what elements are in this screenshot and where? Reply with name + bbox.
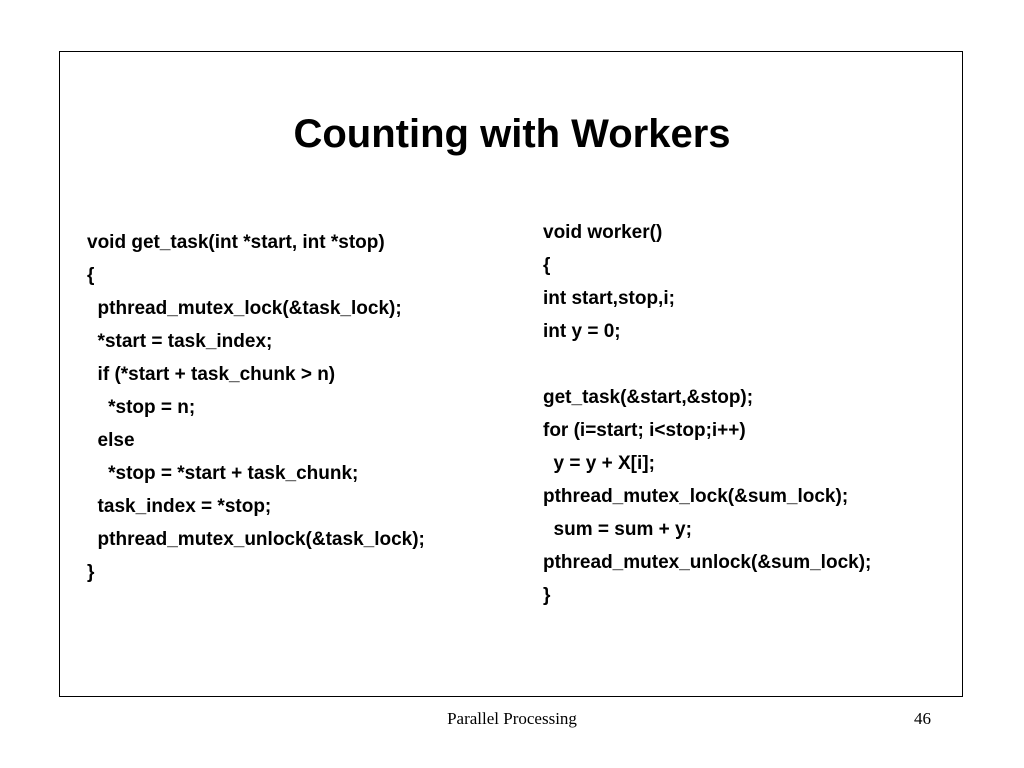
code-line: {	[543, 255, 551, 276]
footer-course-title: Parallel Processing	[447, 709, 577, 728]
get-task-code-block	[87, 226, 425, 589]
code-line: y = y + X[i];	[543, 453, 655, 474]
code-line: void worker()	[543, 222, 663, 243]
code-line: *start = task_index;	[87, 331, 273, 352]
code-line: if (*start + task_chunk > n)	[87, 364, 336, 385]
code-line: pthread_mutex_unlock(&task_lock);	[87, 529, 425, 550]
code-line: }	[543, 585, 551, 606]
code-line: pthread_mutex_lock(&sum_lock);	[543, 486, 849, 507]
code-line: sum = sum + y;	[543, 519, 692, 540]
code-line: int start,stop,i;	[543, 288, 675, 309]
code-line: pthread_mutex_unlock(&sum_lock);	[543, 552, 872, 573]
worker-code-block	[543, 216, 871, 612]
code-line: *stop = n;	[87, 397, 196, 418]
code-line-blank	[543, 348, 871, 381]
slide-title: Counting with Workers	[293, 112, 731, 156]
code-line: }	[87, 562, 95, 583]
code-line: *stop = *start + task_chunk;	[87, 463, 359, 484]
code-line: task_index = *stop;	[87, 496, 272, 517]
footer-page-number: 46	[914, 709, 931, 728]
code-line: get_task(&start,&stop);	[543, 387, 754, 408]
code-line: pthread_mutex_lock(&task_lock);	[87, 298, 402, 319]
code-line: int y = 0;	[543, 321, 621, 342]
code-line: else	[87, 430, 135, 451]
code-line: {	[87, 265, 95, 286]
code-line: for (i=start; i<stop;i++)	[543, 420, 746, 441]
code-line: void get_task(int *start, int *stop)	[87, 232, 385, 253]
